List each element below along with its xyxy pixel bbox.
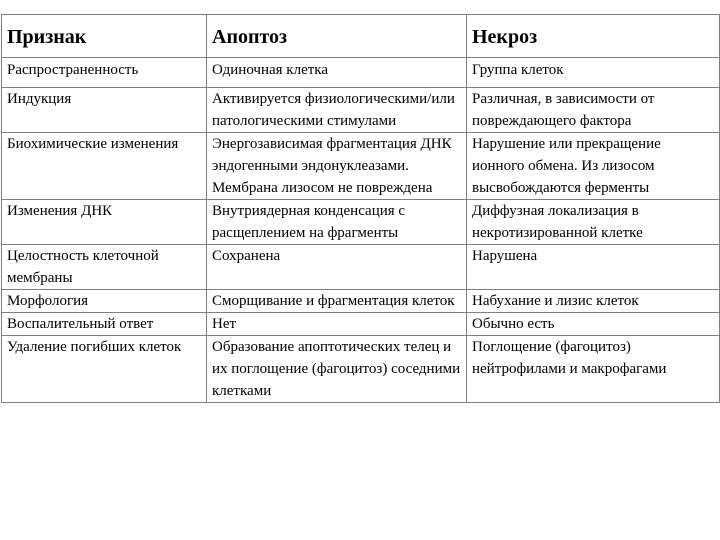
cell-necrosis: Нарушение или прекращение ионного обмена. Из лизосом высвобождаются ферменты: [467, 133, 720, 200]
table-header-row: [2, 15, 720, 58]
table-row: [2, 58, 720, 88]
cell-feature: Индукция: [2, 88, 207, 133]
cell-apoptosis: Внутриядерная конденсация с расщеплением на фрагменты: [207, 200, 467, 245]
header-necrosis: Некроз: [467, 15, 720, 58]
cell-feature: Удаление погибших клеток: [2, 336, 207, 403]
header-apoptosis: Апоптоз: [207, 15, 467, 58]
cell-feature: Изменения ДНК: [2, 200, 207, 245]
cell-apoptosis: Сморщивание и фрагментация клеток: [207, 290, 467, 313]
table-row: [2, 290, 720, 313]
table-row: [2, 200, 720, 245]
cell-feature: Воспалительный ответ: [2, 313, 207, 336]
table-row: [2, 88, 720, 133]
cell-apoptosis: Сохранена: [207, 245, 467, 290]
cell-apoptosis: Энергозависимая фрагментация ДНК эндогенными эндонуклеазами. Мембрана лизосом не повреждена: [207, 133, 467, 200]
cell-apoptosis: Нет: [207, 313, 467, 336]
cell-apoptosis: Активируется физиологическими/или патологическими стимулами: [207, 88, 467, 133]
table-row: [2, 336, 720, 403]
cell-feature: Биохимические изменения: [2, 133, 207, 200]
cell-necrosis: Группа клеток: [467, 58, 720, 88]
cell-feature: Целостность клеточной мембраны: [2, 245, 207, 290]
cell-necrosis: Поглощение (фагоцитоз) нейтрофилами и макрофагами: [467, 336, 720, 403]
cell-necrosis: Обычно есть: [467, 313, 720, 336]
cell-apoptosis: Одиночная клетка: [207, 58, 467, 88]
table-row: [2, 313, 720, 336]
cell-necrosis: Нарушена: [467, 245, 720, 290]
cell-necrosis: Диффузная локализация в некротизированной клетке: [467, 200, 720, 245]
cell-feature: Морфология: [2, 290, 207, 313]
cell-apoptosis: Образование апоптотических телец и их поглощение (фагоцитоз) соседними клетками: [207, 336, 467, 403]
cell-necrosis: Различная, в зависимости от повреждающего фактора: [467, 88, 720, 133]
header-feature: Признак: [2, 15, 207, 58]
table-row: [2, 133, 720, 200]
cell-feature: Распространенность: [2, 58, 207, 88]
cell-necrosis: Набухание и лизис клеток: [467, 290, 720, 313]
comparison-table: [1, 14, 720, 403]
table-row: [2, 245, 720, 290]
